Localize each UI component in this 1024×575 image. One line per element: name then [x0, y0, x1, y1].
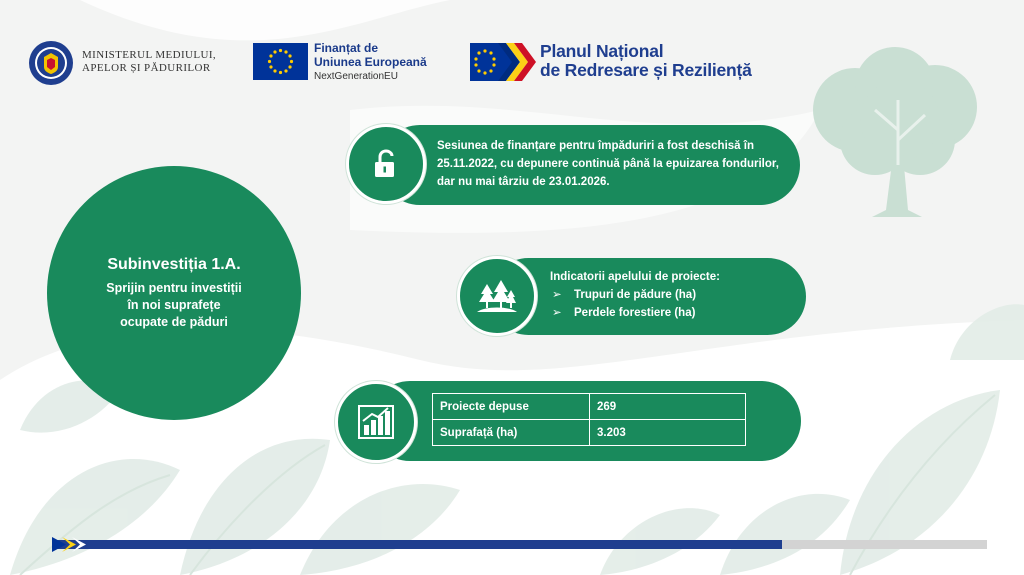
table-row [433, 394, 746, 420]
eu-star [273, 50, 276, 53]
stats-value: 269 [590, 394, 746, 420]
eu-line-3: NextGenerationEU [314, 71, 398, 82]
stats-label: Suprafață (ha) [433, 420, 590, 446]
forest-icon-badge [457, 256, 537, 336]
bar-chart-icon-badge [335, 381, 417, 463]
eu-star [269, 65, 272, 68]
eu-star [290, 60, 293, 63]
pnrr-title [540, 42, 752, 80]
stats-value: 3.203 [590, 420, 746, 446]
eu-star [284, 50, 287, 53]
subinvestment-title: Subinvestiția 1.A. [107, 255, 241, 273]
eu-star [288, 65, 291, 68]
subinvestment-subtitle [106, 280, 241, 331]
subinvestment-circle [47, 166, 301, 420]
tree-icon [800, 45, 990, 220]
progress-fill [57, 540, 782, 549]
indicators-list [550, 286, 720, 322]
ministry-name [82, 49, 216, 75]
session-text: Sesiunea de finanțare pentru împăduriri a fost deschisă în 25.11.2022, cu depunere continuă până la epuizarea fondurilor, dar nu mai târziu de 23.01.2026. [437, 140, 779, 188]
forest-icon [475, 278, 519, 314]
table-row [433, 420, 746, 446]
eu-star [273, 69, 276, 72]
indicators-title: Indicatorii apelului de proiecte: [550, 271, 720, 283]
stats-label: Proiecte depuse [433, 394, 590, 420]
indicator-label: Perdele forestiere (ha) [574, 307, 696, 319]
unlock-icon [373, 149, 399, 179]
pnrr-logo [470, 43, 536, 81]
subtitle-line-3: ocupate de păduri [120, 314, 228, 329]
eu-star [269, 54, 272, 57]
ministry-line-1: MINISTERUL MEDIULUI, [82, 49, 217, 61]
eu-star [279, 49, 282, 52]
eu-funding-text [314, 41, 427, 84]
eu-line-2: Uniunea Europeană [314, 55, 427, 69]
indicator-label: Trupuri de pădure (ha) [574, 289, 697, 301]
eu-flag-logo [253, 43, 308, 80]
subtitle-line-2: în noi suprafețe [127, 297, 221, 312]
government-seal-logo [28, 40, 74, 86]
pnrr-line-1: Planul Național [540, 41, 664, 61]
progress-arrow-icon [52, 535, 92, 554]
bullet-arrow-icon: ➢ [552, 307, 562, 319]
bar-chart-icon [358, 405, 394, 439]
eu-line-1: Finanțat de [314, 41, 379, 55]
subtitle-line-1: Sprijin pentru investiții [106, 280, 242, 295]
eu-star [268, 60, 271, 63]
indicator-item [550, 304, 720, 322]
unlock-icon-badge [346, 124, 426, 204]
eu-star [279, 71, 282, 74]
bullet-arrow-icon: ➢ [552, 289, 562, 301]
eu-star [284, 69, 287, 72]
stats-table [432, 393, 746, 446]
indicators-block [550, 268, 720, 322]
indicator-item [550, 286, 720, 304]
pnrr-line-2: de Redresare și Reziliență [540, 60, 752, 80]
eu-star [288, 54, 291, 57]
ministry-line-2: APELOR ȘI PĂDURILOR [82, 62, 211, 74]
